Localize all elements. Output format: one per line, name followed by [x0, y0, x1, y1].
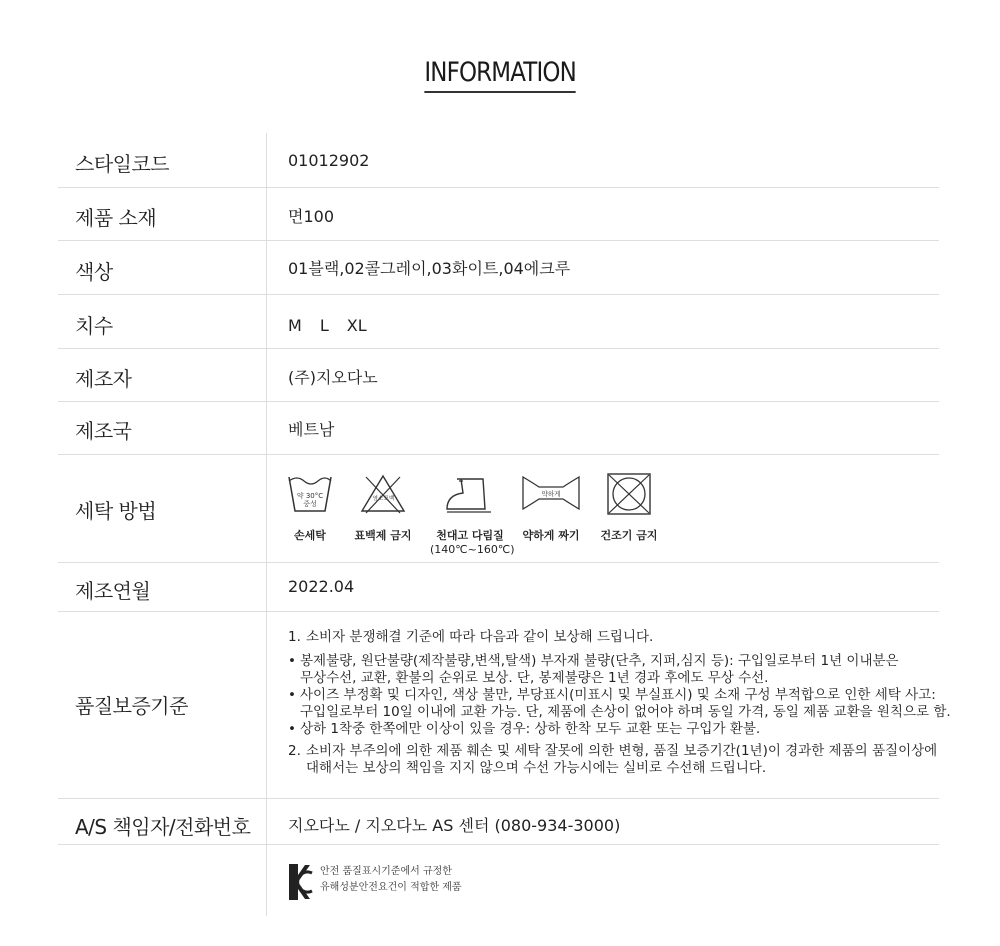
- no-tumble-dry-icon: [606, 472, 652, 516]
- no-bleach-bleach: 표백: [383, 496, 395, 502]
- row-kc: [58, 845, 939, 916]
- bullet-text: 상하 1착중 한쪽에만 이상이 있을 경우: 상하 한착 모두 교환 또는 구입가 환불.: [300, 721, 761, 737]
- style-code-value: 01012902: [288, 151, 370, 170]
- quality-label: 품질보증기준: [75, 694, 188, 718]
- page-title-text: INFORMATION: [424, 56, 576, 93]
- no-dryer-caption: 건조기 금지: [600, 529, 658, 542]
- quality-item-2-cont: 대해서는 보상의 책임을 지지 않으며 수선 가능시에는 실비로 수선해 드립니다.: [306, 760, 767, 776]
- hand-wash-neutral: 중성: [303, 500, 317, 508]
- material-value: 면100: [288, 207, 334, 226]
- hand-wash-30-icon: [287, 473, 333, 515]
- bullet: •: [288, 721, 296, 737]
- kc-mark-icon: [288, 863, 314, 901]
- bullet: •: [288, 687, 296, 703]
- no-bleach-caption: 표백제 금지: [354, 529, 412, 542]
- item-text: 소비자 부주의에 의한 제품 훼손 및 세탁 잘못에 의한 변형, 품질 보증기간(1년)이 경과한 제품의 품질이상에: [306, 743, 938, 759]
- no-bleach-chlorine: 염소: [372, 496, 384, 502]
- size-m: M: [288, 316, 302, 335]
- date-value: 2022.04: [288, 577, 355, 596]
- iron-cloth-icon: [445, 473, 495, 515]
- size-values: [288, 316, 385, 335]
- color-value: 01블랙,02콜그레이,03화이트,04에크루: [288, 259, 571, 278]
- bullet: •: [288, 653, 296, 669]
- item-number: 1.: [288, 629, 301, 645]
- size-xl: XL: [346, 316, 367, 335]
- no-bleach-icon: [359, 473, 407, 515]
- row-color: [58, 241, 939, 295]
- kc-line-2: 유해성분안전요건이 적합한 제품: [320, 882, 462, 893]
- row-date: [58, 563, 939, 612]
- as-label: A/S 책임자/전화번호: [75, 815, 251, 839]
- row-material: [58, 188, 939, 241]
- item-text: 소비자 분쟁해결 기준에 따라 다음과 같이 보상해 드립니다.: [306, 629, 654, 645]
- page-title: [0, 56, 1000, 93]
- gentle-wring-icon: [521, 473, 581, 513]
- row-manufacturer: [58, 349, 939, 402]
- wring-caption: 약하게 짜기: [522, 529, 580, 542]
- country-value: 베트남: [288, 420, 335, 439]
- date-label: 제조연월: [75, 579, 151, 603]
- row-washing: [58, 455, 939, 563]
- style-code-label: 스타일코드: [75, 152, 170, 176]
- wring-inner: 약하게: [541, 490, 561, 498]
- iron-temp-caption: (140℃~160℃): [430, 543, 515, 556]
- kc-certification: [288, 863, 462, 905]
- kc-text: [320, 864, 462, 896]
- info-table: [58, 133, 951, 916]
- color-label: 색상: [75, 260, 113, 284]
- material-label: 제품 소재: [75, 206, 157, 230]
- manufacturer-label: 제조자: [75, 367, 132, 391]
- washing-label: 세탁 방법: [75, 499, 157, 523]
- country-label: 제조국: [75, 419, 132, 443]
- bullet-text: 사이즈 부정확 및 디자인, 색상 불만, 부당표시(미표시 및 부실표시) 및 소재 구성 부적합으로 인한 세탁 사고:: [300, 687, 936, 703]
- item-number: 2.: [288, 743, 301, 759]
- row-style-code: [58, 133, 939, 188]
- as-value: 지오다노 / 지오다노 AS 센터 (080-934-3000): [288, 816, 621, 835]
- row-size: [58, 295, 939, 349]
- manufacturer-value: (주)지오다노: [288, 368, 378, 387]
- iron-caption: 천대고 다림질: [436, 529, 504, 542]
- row-country: [58, 402, 939, 455]
- hand-wash-caption: 손세탁: [294, 529, 326, 542]
- size-label: 치수: [75, 314, 113, 338]
- bullet-text: 봉제불량, 원단불량(제작불량,변색,탈색) 부자재 불량(단추, 지퍼,심지 등): 구입일로부터 1년 이내분은: [300, 653, 899, 669]
- size-l: L: [319, 316, 329, 335]
- hand-wash-temp: 약 30°C: [296, 492, 324, 500]
- quality-bullet-2-cont: 구입일로부터 10일 이내에 교환 가능. 단, 제품에 손상이 없어야 하며 동일 가격, 동일 제품 교환을 원칙으로 함.: [300, 704, 951, 720]
- row-quality: [58, 612, 951, 799]
- quality-bullet-1-cont: 무상수선, 교환, 환불의 순위로 보상. 단, 봉제불량은 1년 경과 후에도 무상 수선.: [300, 670, 769, 686]
- row-as: [58, 799, 939, 845]
- kc-line-1: 안전 품질표시기준에서 규정한: [320, 866, 452, 877]
